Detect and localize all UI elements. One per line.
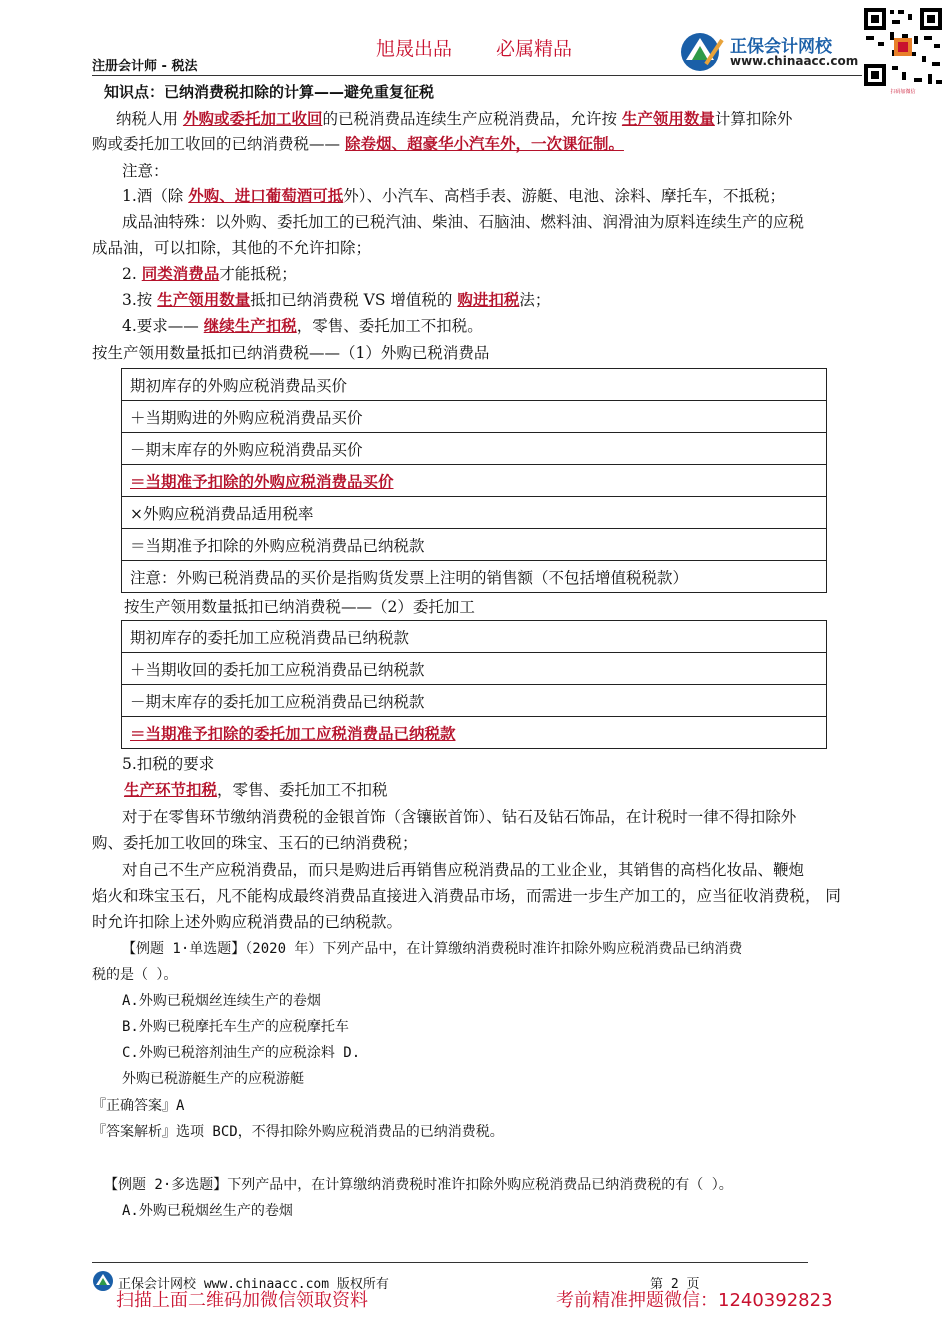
table-row <box>122 369 827 401</box>
section5-p1-b: 购、委托加工收回的珠宝、玉石的已纳消费税； <box>92 834 418 852</box>
example1-option-a: A.外购已税烟丝连续生产的卷烟 <box>122 993 321 1009</box>
table-row <box>122 465 827 497</box>
section5-heading: 5.扣税的要求 <box>122 755 215 773</box>
table-entrusted <box>121 620 827 749</box>
highlight-production-stage: 生产环节扣税 <box>124 780 218 799</box>
highlight-production-quantity-2: 生产领用数量 <box>157 290 251 309</box>
header-slogan-right: 必属精品 <box>496 38 573 60</box>
text-span: 1.酒（除 <box>122 187 189 205</box>
qr-code-icon <box>862 6 944 88</box>
table-row <box>122 529 827 561</box>
table-cell-highlight: ＝当期准予扣除的委托加工应税消费品已纳税款 <box>122 717 827 749</box>
table-cell: ＝当期准予扣除的外购应税消费品已纳税款 <box>122 529 827 561</box>
footer-promo-left: 扫描上面二维码加微信领取资料 <box>116 1290 368 1311</box>
section5-rule <box>92 777 894 803</box>
table-cell: 注意：外购已税消费品的买价是指购货发票上注明的销售额（不包括增值税税款） <box>122 561 827 593</box>
note-4 <box>92 313 892 339</box>
text-span: 2. <box>122 265 142 283</box>
example1-option-d: 外购已税游艇生产的应税游艇 <box>122 1071 304 1087</box>
text-span: 3.按 <box>122 291 158 309</box>
intro-line-2 <box>92 131 862 157</box>
table-cell: 期初库存的外购应税消费品买价 <box>122 369 827 401</box>
text-span: 的已税消费品连续生产应税消费品，允许按 <box>322 110 622 128</box>
example1-analysis: 『答案解析』选项 BCD，不得扣除外购应税消费品的已纳消费税。 <box>92 1124 504 1140</box>
note-2 <box>92 261 892 287</box>
footer-logo-icon <box>92 1270 114 1292</box>
table-row <box>122 685 827 717</box>
table-row <box>122 561 827 593</box>
table-row <box>122 433 827 465</box>
table1-caption: 按生产领用数量抵扣已纳消费税——（1）外购已税消费品 <box>92 344 490 362</box>
text-span: ，零售、委托加工不扣税。 <box>296 317 483 335</box>
table-cell-highlight: ＝当期准予扣除的外购应税消费品买价 <box>122 465 827 497</box>
example1-question-a: 【例题 1·单选题】（2020 年）下列产品中，在计算缴纳消费税时准许扣除外购应税消费品已纳消费 <box>122 941 743 957</box>
table-outsourced <box>121 368 827 593</box>
highlight-wine: 外购、进口葡萄酒可抵 <box>188 186 344 205</box>
section-title: 知识点：已纳消费税扣除的计算——避免重复征税 <box>104 83 435 101</box>
header-course: 注册会计师 - 税法 <box>92 59 198 74</box>
text-span: 购或委托加工收回的已纳消费税—— <box>92 135 345 153</box>
logo <box>678 30 858 74</box>
table-row <box>122 497 827 529</box>
notes-label: 注意： <box>122 162 169 180</box>
table-cell: －期末库存的外购应税消费品买价 <box>122 433 827 465</box>
text-span: 4.要求—— <box>122 317 204 335</box>
intro-line-1 <box>92 106 886 132</box>
logo-url: www.chinaacc.com <box>730 54 859 68</box>
table-cell: ＋当期收回的委托加工应税消费品已纳税款 <box>122 653 827 685</box>
example1-question-b: 税的是（ ）。 <box>92 967 178 983</box>
header-slogan-left: 旭晟出品 <box>376 38 453 60</box>
highlight-continue-production: 继续生产扣税 <box>203 316 297 335</box>
footer-divider <box>92 1262 808 1263</box>
section5-p1-a: 对于在零售环节缴纳消费税的金银首饰（含镶嵌首饰）、钻石及钻石饰品，在计税时一律不得扣除外 <box>122 808 797 826</box>
note-1-oil-a: 成品油特殊：以外购、委托加工的已税汽油、柴油、石脑油、燃料油、润滑油为原料连续生产的应税 <box>122 213 805 231</box>
example1-option-b: B.外购已税摩托车生产的应税摩托车 <box>122 1019 349 1035</box>
logo-name: 正保会计网校 <box>730 37 832 57</box>
text-span: 计算扣除外 <box>714 110 793 128</box>
note-1-oil-b: 成品油，可以扣除，其他的不允许扣除； <box>92 239 372 257</box>
header-divider <box>92 75 862 76</box>
table-cell: ＋当期购进的外购应税消费品买价 <box>122 401 827 433</box>
section5-p2-b: 焰火和珠宝玉石，凡不能构成最终消费品直接进入消费品市场，而需进一步生产加工的，应当征收消费税， 同 <box>92 887 841 905</box>
example2-question: 【例题 2·多选题】下列产品中，在计算缴纳消费税时准许扣除外购应税消费品已纳消费税的有（ ）。 <box>104 1177 733 1193</box>
table-row <box>122 401 827 433</box>
note-1 <box>92 183 892 209</box>
text-span: 抵扣已纳消费税 VS 增值税的 <box>250 291 458 309</box>
text-span: ，零售、委托加工不扣税 <box>217 781 388 799</box>
example1-option-c: C.外购已税溶剂油生产的应税涂料 D. <box>122 1045 361 1061</box>
qr-code[interactable] <box>862 6 944 95</box>
highlight-same-kind: 同类消费品 <box>141 264 220 283</box>
logo-emblem-icon <box>678 30 726 74</box>
section5-p2-c: 时允许扣除上述外购应税消费品的已纳税款。 <box>92 913 403 931</box>
text-span: 法； <box>519 291 551 309</box>
table-row <box>122 653 827 685</box>
footer-page-number: 第 2 页 <box>650 1277 700 1292</box>
text-span: 纳税人用 <box>116 110 183 128</box>
highlight-single-levy: 除卷烟、超豪华小汽车外，一次课征制。 <box>344 134 624 153</box>
table-cell: －期末库存的委托加工应税消费品已纳税款 <box>122 685 827 717</box>
example1-answer: 『正确答案』A <box>92 1098 185 1114</box>
table-cell: 期初库存的委托加工应税消费品已纳税款 <box>122 621 827 653</box>
footer-copyright: 正保会计网校 www.chinaacc.com 版权所有 <box>118 1277 389 1292</box>
table2-caption: 按生产领用数量抵扣已纳消费税——（2）委托加工 <box>124 598 475 616</box>
footer-promo-right: 考前精准押题微信：1240392823 <box>556 1290 833 1311</box>
example2-option-a: A.外购已税烟丝生产的卷烟 <box>122 1203 293 1219</box>
section5-p2-a: 对自己不生产应税消费品，而只是购进后再销售应税消费品的工业企业，其销售的高档化妆品、鞭炮 <box>122 861 805 879</box>
note-3 <box>92 287 892 313</box>
text-span: 才能抵税； <box>219 265 297 283</box>
highlight-purchase-deduction: 购进扣税 <box>457 290 520 309</box>
table-row <box>122 717 827 749</box>
highlight-outsourced: 外购或委托加工收回 <box>182 109 323 128</box>
text-span: 外）、小汽车、高档手表、游艇、电池、涂料、摩托车，不抵税； <box>343 187 785 205</box>
qr-caption: 扫码加微信 <box>890 89 916 95</box>
table-cell: ×外购应税消费品适用税率 <box>122 497 827 529</box>
highlight-production-quantity: 生产领用数量 <box>621 109 715 128</box>
table-row <box>122 621 827 653</box>
